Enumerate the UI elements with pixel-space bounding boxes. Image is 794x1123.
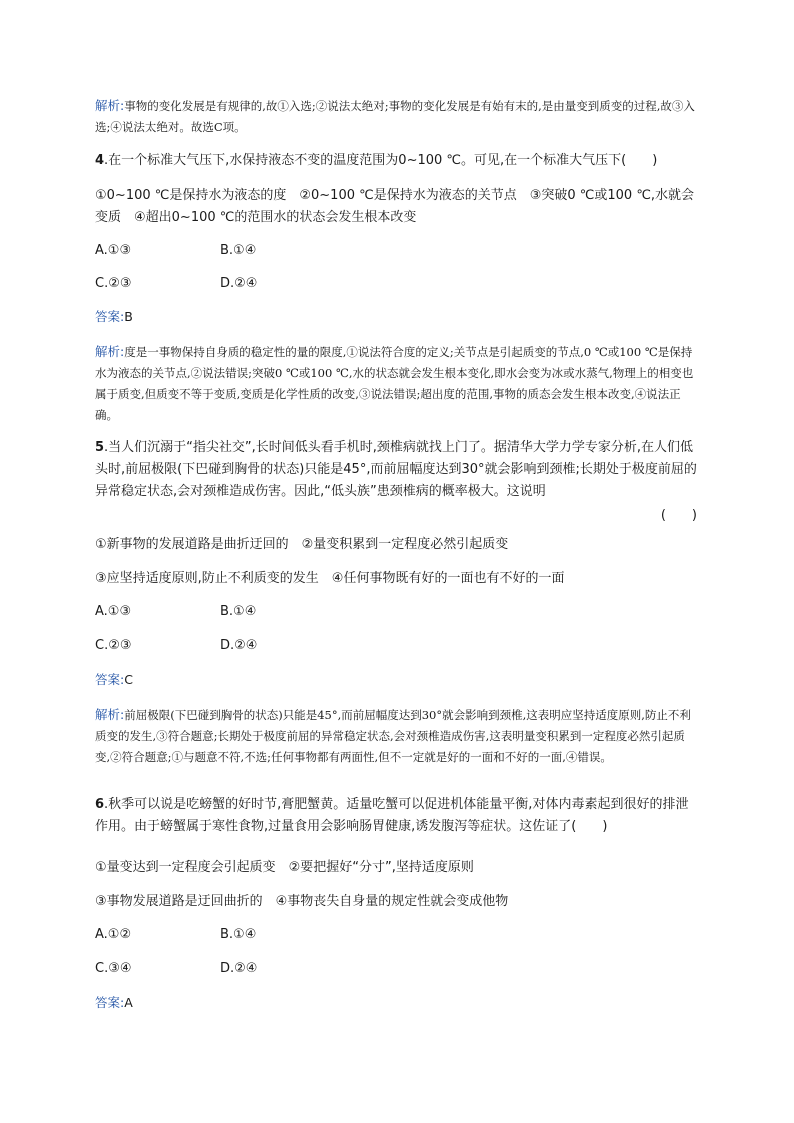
q4-option-a[interactable]: A.①③ bbox=[95, 243, 132, 258]
q6-stem: 6.秋季可以说是吃螃蟹的好时节,膏肥蟹黄。适量吃蟹可以促进机体能量平衡,对体内毒素起到很好的排泄作用。由于螃蟹属于寒性食物,过量食用会影响肠胃健康,诱发腹泻等症状。这佐证了( ) bbox=[95, 797, 689, 834]
q6-option-b[interactable]: B.①④ bbox=[220, 927, 257, 942]
q5-answer: 答案:C bbox=[95, 672, 133, 687]
analysis-label: 解析: bbox=[95, 344, 125, 359]
answer-label: 答案: bbox=[95, 309, 125, 324]
q5-option-c[interactable]: C.②③ bbox=[95, 638, 132, 653]
q4-statements: ①0~100 ℃是保持水为液态的度 ②0~100 ℃是保持水为液态的关节点 ③突破0 ℃或100 ℃,水就会变质 ④超出0~100 ℃的范围水的状态会发生根本改变 bbox=[95, 188, 695, 225]
q6-statements-line2: ③事物发展道路是迂回曲折的 ④事物丧失自身量的规定性就会变成他物 bbox=[95, 894, 509, 909]
q5-stem: 5.当人们沉溺于“指尖社交”,长时间低头看手机时,颈椎病就找上门了。据清华大学力学专家分析,在人们低头时,前屈极限(下巴碰到胸骨的状态)只能是45°,而前屈幅度达到30°就会影响到颈椎;长期处于极度前屈的异常稳定状态,会对颈椎造成伤害。因此,“低头族”患颈椎病的概率极大。这说明 bbox=[95, 440, 697, 499]
q4-option-d[interactable]: D.②④ bbox=[220, 276, 258, 291]
q6-answer: 答案:A bbox=[95, 995, 133, 1010]
q5-number: 5 bbox=[95, 440, 105, 455]
q6-option-a[interactable]: A.①② bbox=[95, 927, 132, 942]
q5-explanation: 解析:前屈极限(下巴碰到胸骨的状态)只能是45°,而前屈幅度达到30°就会影响到颈椎,这表明应坚持适度原则,防止不利质变的发生,③符合题意;长期处于极度前屈的异常稳定状态,会对颈椎造成伤害,这表明量变积累到一定程度必然引起质变,②符合题意;①与题意不符,不选;任何事物都有两面性,但不一定就是好的一面和不好的一面,④错误。 bbox=[95, 707, 691, 764]
q5-statements-line2: ③应坚持适度原则,防止不利质变的发生 ④任何事物既有好的一面也有不好的一面 bbox=[95, 571, 565, 586]
q6-number: 6 bbox=[95, 797, 105, 812]
analysis-label: 解析: bbox=[95, 98, 125, 113]
answer-label: 答案: bbox=[95, 672, 125, 687]
q4-answer: 答案:B bbox=[95, 309, 133, 324]
q5-option-d[interactable]: D.②④ bbox=[220, 638, 258, 653]
q4-option-c[interactable]: C.②③ bbox=[95, 276, 132, 291]
q6-option-c[interactable]: C.③④ bbox=[95, 961, 132, 976]
q4-number: 4 bbox=[95, 153, 105, 168]
q5-statements-line1: ①新事物的发展道路是曲折迂回的 ②量变积累到一定程度必然引起质变 bbox=[95, 537, 509, 552]
q6-statements-line1: ①量变达到一定程度会引起质变 ②要把握好“分寸”,坚持适度原则 bbox=[95, 860, 474, 875]
q4-option-b[interactable]: B.①④ bbox=[220, 243, 257, 258]
q3-explanation: 解析:事物的变化发展是有规律的,故①入选;②说法太绝对;事物的变化发展是有始有末的,是由量变到质变的过程,故③入选;④说法太绝对。故选C项。 bbox=[95, 98, 695, 134]
q5-option-b[interactable]: B.①④ bbox=[220, 604, 257, 619]
q6-option-d[interactable]: D.②④ bbox=[220, 961, 258, 976]
q5-option-a[interactable]: A.①③ bbox=[95, 604, 132, 619]
q4-explanation: 解析:度是一事物保持自身质的稳定性的量的限度,①说法符合度的定义;关节点是引起质变的节点,0 ℃或100 ℃是保持水为液态的关节点,②说法错误;突破0 ℃或100 ℃,水的状态就会发生根本变化,即水会变为冰或水蒸气,物理上的相变也属于质变,但质变不等于变质,变质是化学性质的改变,③说法错误;超出度的范围,事物的质态会发生根本改变,④说法正确。 bbox=[95, 344, 694, 422]
analysis-label: 解析: bbox=[95, 707, 125, 722]
answer-label: 答案: bbox=[95, 995, 125, 1010]
q5-answer-blank: ( ) bbox=[660, 508, 697, 523]
q4-stem: 4.在一个标准大气压下,水保持液态不变的温度范围为0~100 ℃。可见,在一个标准大气压下( ) bbox=[95, 153, 658, 168]
